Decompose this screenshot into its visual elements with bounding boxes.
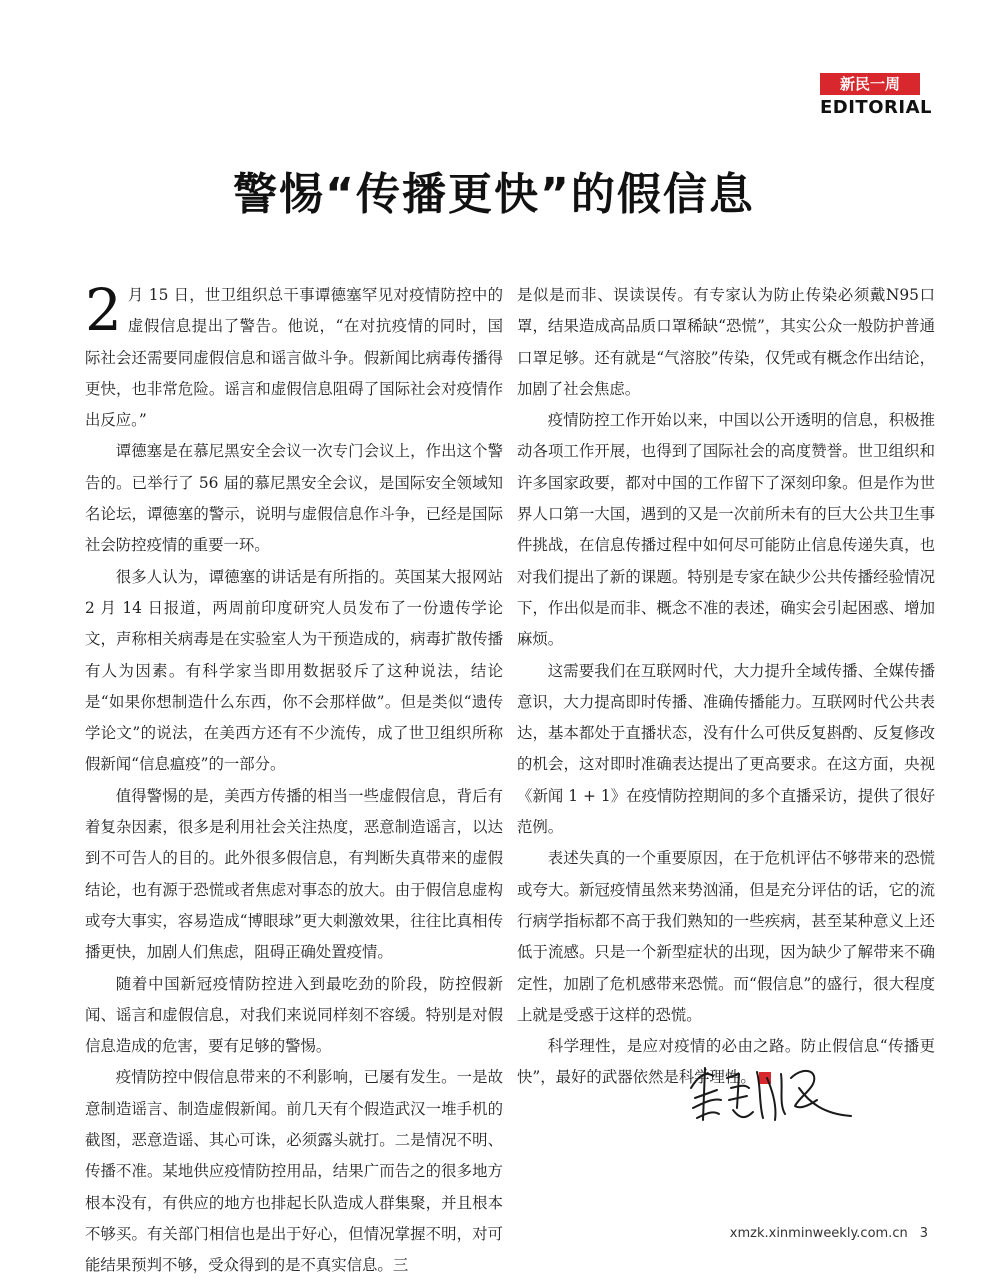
author-signature <box>683 1048 858 1128</box>
brand-logo: 新民一周 <box>820 73 920 95</box>
article-paragraph: 2 月 15 日，世卫组织总干事谭德塞罕见对疫情防控中的虚假信息提出了警告。他说，“在对抗疫情的同时，国际社会还需要同虚假信息和谣言做斗争。假新闻比病毒传播得更快，也非常危险。谣言和虚假信息阻碍了国际社会对疫情作出反应。” <box>85 276 503 430</box>
article-paragraph: 谭德塞是在慕尼黑安全会议一次专门会议上，作出这个警告的。已举行了 56 届的慕尼黑安全会议，是国际安全领域知名论坛，谭德塞的警示，说明与虚假信息作斗争，已经是国际社会防控疫情的重要一环。 <box>85 442 503 555</box>
page-number: 3 <box>919 1226 928 1241</box>
footer-url: xmzk.xinminweekly.com.cn <box>729 1226 908 1241</box>
page-footer <box>730 1226 928 1241</box>
masthead <box>820 73 932 118</box>
article-paragraph: 科学理性，是应对疫情的必由之路。防止假信息“传播更快”，最好的武器依然是科学理性。 民 <box>517 1037 935 1087</box>
article-paragraph: 疫情防控中假信息带来的不利影响，已屡有发生。一是故意制造谣言、制造虚假新闻。前几天有个假造武汉一堆手机的截图，恶意造谣、其心可诛，必须露头就打。二是情况不明、传播不准。某地供应疫情防控用品，结果广而告之的很多地方根本没有，有供应的地方也排起长队造成人群集聚，并且根本不够买。有关部门相信也是出于好心，但情况掌握不明，对可能结果预判不够，受众得到的是不真实信息。三 <box>85 1068 503 1275</box>
left-column <box>85 276 503 1282</box>
dropcap: 2 <box>85 276 122 344</box>
article-paragraph: 是似是而非、误读误传。有专家认为防止传染必须戴N95口罩，结果造成高品质口罩稀缺“恐慌”，其实公众一般防护普通口罩足够。还有就是“气溶胶”传染，仅凭或有概念作出结论，加剧了社会焦虑。 <box>517 286 935 398</box>
article-paragraph: 表述失真的一个重要原因，在于危机评估不够带来的恐慌或夸大。新冠疫情虽然来势汹涌，但是充分评估的话，它的流行病学指标都不高于我们熟知的一些疾病，甚至某种意义上还低于流感。只是一个新型症状的出现，因为缺少了解带来不确定性，加剧了危机感带来恐慌。而“假信息”的盛行，很大程度上就是受惑于这样的恐慌。 <box>517 849 935 1024</box>
article-paragraph: 疫情防控工作开始以来，中国以公开透明的信息，积极推动各项工作开展，也得到了国际社会的高度赞誉。世卫组织和许多国家政要，都对中国的工作留下了深刻印象。但是作为世界人口第一大国，遇到的又是一次前所未有的巨大公共卫生事件挑战，在信息传播过程中如何尽可能防止信息传递失真，也对我们提出了新的课题。特别是专家在缺少公共传播经验情况下，作出似是而非、概念不准的表述，确实会引起困惑、增加麻烦。 <box>517 411 935 649</box>
article-paragraph: 随着中国新冠疫情防控进入到最吃劲的阶段，防控假新闻、谣言和虚假信息，对我们来说同样刻不容缓。特别是对假信息造成的危害，要有足够的警惕。 <box>85 974 503 1056</box>
end-mark-icon: 民 <box>759 1072 771 1084</box>
article-paragraph: 这需要我们在互联网时代，大力提升全域传播、全媒传播意识，大力提高即时传播、准确传播能力。互联网时代公共表达，基本都处于直播状态，没有什么可供反复斟酌、反复修改的机会，这对即时准确表达提出了更高要求。在这方面，央视《新闻 1 + 1》在疫情防控期间的多个直播采访，提供了很好范例。 <box>517 661 935 837</box>
article-paragraph: 值得警惕的是，美西方传播的相当一些虚假信息，背后有着复杂因素，很多是利用社会关注热度，恶意制造谣言，以达到不可告人的目的。此外很多假信息，有判断失真带来的虚假结论，也有源于恐慌或者焦虑对事态的放大。由于假信息虚构或夸大事实，容易造成“博眼球”更大刺激效果，往往比真相传播更快，加剧人们焦虑，阻碍正确处置疫情。 <box>85 786 503 962</box>
right-column <box>517 280 935 1094</box>
section-label: EDITORIAL <box>820 97 932 118</box>
headline: 警惕“传播更快”的假信息 <box>233 169 755 220</box>
article-paragraph: 很多人认为，谭德塞的讲话是有所指的。英国某大报网站 2 月 14 日报道，两周前印度研究人员发布了一份遗传学论文，声称相关病毒是在实验室人为干预造成的，病毒扩散传播有人为因素。有科学家当即用数据驳斥了这种说法，结论是“如果你想制造什么东西，你不会那样做”。但是类似“遗传学论文”的说法，在美西方还有不少流传，成了世卫组织所称假新闻“信息瘟疫”的一部分。 <box>85 567 503 774</box>
